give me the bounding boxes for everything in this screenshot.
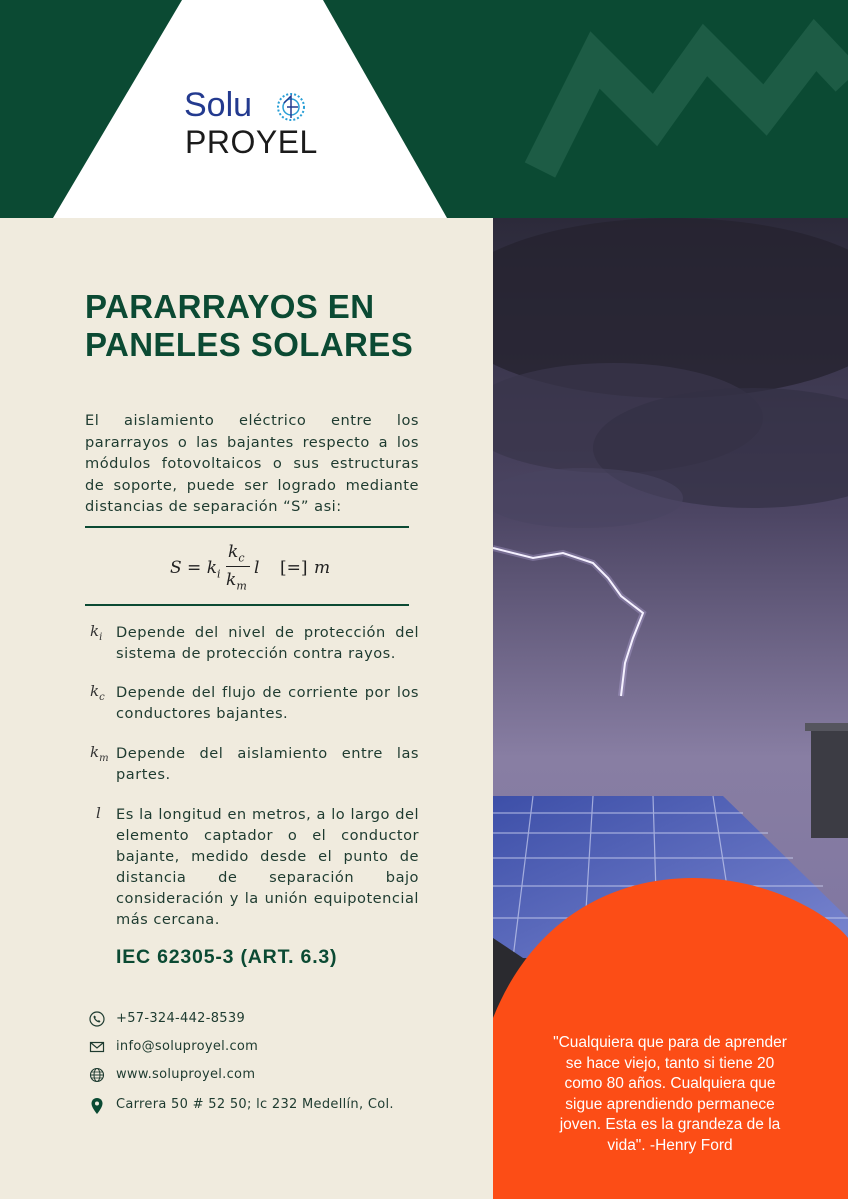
fraction-bar xyxy=(226,566,250,567)
definition-text: Depende del aislamiento entre las partes. xyxy=(116,745,419,783)
definition-text: Depende del flujo de corriente por los conductores bajantes. xyxy=(116,684,419,722)
logo-text-proyel: PROYEL xyxy=(185,124,318,160)
standard-reference: IEC 62305-3 (ART. 6.3) xyxy=(116,946,338,968)
formula-unit-bracket: [=] xyxy=(280,558,308,578)
phone-text: +57-324-442-8539 xyxy=(116,1011,246,1026)
formula-top-divider xyxy=(85,526,409,528)
formula-bottom-divider xyxy=(85,604,409,606)
website-text: www.soluproyel.com xyxy=(116,1067,256,1082)
header-banner xyxy=(0,0,848,218)
globe-icon xyxy=(89,1067,105,1083)
formula-numerator: $k_c$ xyxy=(228,542,245,565)
company-logo xyxy=(184,88,324,168)
definition-symbol: $k_c$ xyxy=(90,682,105,703)
header-decoration xyxy=(0,0,848,218)
formula-denominator: $k_m$ xyxy=(226,570,247,593)
definition-text: Depende del nivel de protección del sistema de protección contra rayos. xyxy=(116,624,419,662)
logo-text-solu: Solu xyxy=(184,86,253,124)
definition-symbol: $k_m$ xyxy=(90,743,109,764)
address-text: Carrera 50 # 52 50; lc 232 Medellín, Col. xyxy=(116,1097,394,1112)
location-pin-icon xyxy=(89,1097,105,1115)
intro-paragraph: El aislamiento eléctrico entre los pararrayos o las bajantes respecto a los módulos fotovoltaicos o sus estructuras de soporte, puede ser logrado mediante distancias de separación “S” asi: xyxy=(85,412,419,515)
phone-icon xyxy=(89,1011,105,1027)
definition-text: Es la longitud en metros, a lo largo del elemento captador o el conductor bajante, medido desde el punto de distancia de separación bajo consideración y la unión equipotencial más cercana. xyxy=(116,806,419,928)
mountain-pattern xyxy=(540,45,848,170)
formula-lhs: $S = k_i$ xyxy=(170,558,221,581)
definition-symbol: l xyxy=(96,804,101,822)
formula-unit: m xyxy=(314,558,331,578)
formula-length-var: l xyxy=(254,558,260,578)
quote-text: "Cualquiera que para de aprender se hace viejo, tanto si tiene 20 como 80 años. Cualquiera que sigue aprendiendo permanece joven. Esta es la grandeza de la vida". -Henry Ford xyxy=(553,1034,787,1154)
email-icon xyxy=(89,1039,105,1055)
email-text: info@soluproyel.com xyxy=(116,1039,259,1054)
definition-symbol: $k_i$ xyxy=(90,622,103,643)
logo-globe-icon xyxy=(274,90,308,124)
page-title: PARARRAYOS EN PANELES SOLARES xyxy=(85,288,414,363)
separation-formula xyxy=(170,540,370,596)
